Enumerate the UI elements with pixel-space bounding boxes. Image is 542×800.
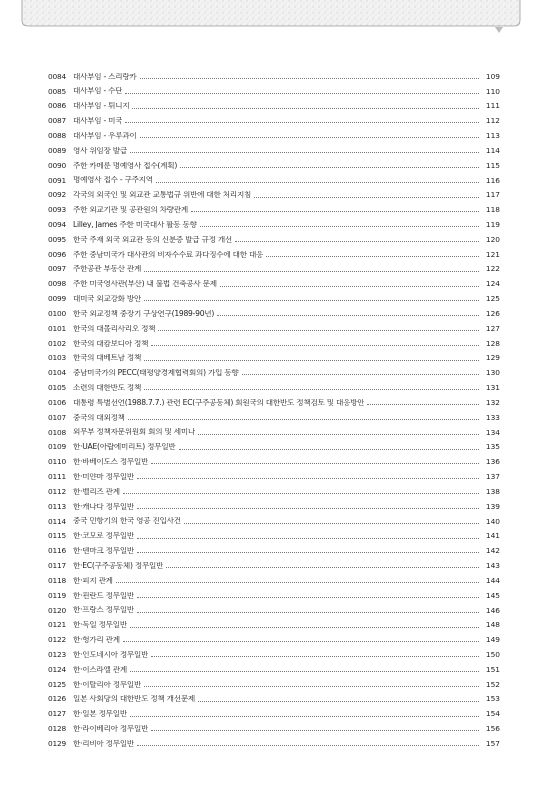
dot-leader: [166, 566, 479, 568]
toc-row: [48, 499, 500, 514]
header-texture-graphic: [0, 0, 542, 40]
toc-item-number: 0089: [48, 145, 67, 155]
toc-row: [48, 677, 500, 692]
dot-leader: [132, 107, 479, 109]
toc-row: [48, 647, 500, 662]
toc-row: [48, 425, 500, 440]
dot-leader: [254, 196, 479, 198]
dot-leader: [235, 240, 479, 242]
toc-item-number: 0097: [48, 264, 67, 274]
toc-item-number: 0108: [48, 427, 67, 437]
toc-row: [48, 336, 500, 351]
toc-row: [48, 321, 500, 336]
toc-page-number: 131: [485, 383, 500, 393]
toc-row: [48, 529, 500, 544]
toc-item-title: 대통령 특별선언(1988.7.7.) 관련 EC(구주공동체) 회원국의 대한반도 정책검토 및 대응방안: [73, 398, 365, 407]
toc-item-number: 0092: [48, 190, 67, 200]
toc-item-title: 대사부임 - 수단: [73, 87, 123, 96]
dot-leader: [156, 181, 479, 183]
toc-row: [48, 84, 500, 99]
toc-item-title: 대미국 외교강화 방안: [73, 295, 142, 303]
toc-item-number: 0098: [48, 279, 67, 289]
toc-row: [48, 692, 500, 707]
dot-leader: [151, 729, 479, 731]
dot-leader: [198, 433, 479, 435]
toc-item-title: 중남미국가의 PECC(태평양경제협력회의) 가입 동향: [73, 369, 239, 377]
toc-page-number: 121: [485, 249, 500, 259]
dot-leader: [200, 225, 479, 227]
toc-item-number: 0103: [48, 353, 67, 363]
toc-item-title: 한·이스라엘 관계: [73, 665, 127, 674]
dot-leader: [191, 210, 479, 212]
dot-leader: [125, 121, 479, 123]
toc-item-title: 한국 외교정책 중장기 구상연구(1989-90년): [73, 309, 215, 318]
toc-item-number: 0115: [48, 531, 67, 541]
toc-item-number: 0120: [48, 605, 67, 615]
toc-page-number: 149: [485, 635, 500, 645]
toc-item-title: 주한공관 부동산 관계: [73, 265, 142, 273]
toc-page-number: 154: [485, 709, 500, 719]
toc-item-number: 0101: [48, 323, 67, 333]
toc-item-title: 중국의 대외정책: [73, 413, 125, 422]
toc-row: [48, 232, 500, 247]
toc-item-number: 0093: [48, 205, 67, 215]
dot-leader: [242, 373, 479, 375]
toc-row: [48, 380, 500, 395]
dot-leader: [123, 640, 479, 642]
toc-item-title: 외무부 정책자문위원회 회의 및 세미나: [73, 428, 196, 437]
toc-item-number: 0123: [48, 650, 67, 659]
toc-row: [48, 128, 500, 143]
dot-leader: [140, 77, 479, 79]
toc-item-title: 한·EC(구주공동체) 정무일반: [73, 561, 164, 570]
toc-page-number: 109: [485, 71, 500, 81]
toc-page-number: 125: [485, 294, 500, 304]
toc-item-title: 한국 주재 외국 외교관 등의 신분증 발급 규정 개선: [73, 235, 233, 244]
toc-item-number: 0090: [48, 160, 67, 170]
dot-leader: [179, 448, 480, 450]
toc-item-title: 주한 미국영사관(부산) 내 불법 건축공사 문제: [73, 280, 217, 288]
toc-item-title: 각국의 외국인 및 외교관 교통법규 위반에 대한 처리지침: [73, 191, 252, 199]
toc-item-number: 0116: [48, 546, 67, 556]
toc-item-title: 한·헝가리 관계: [73, 636, 120, 644]
dot-leader: [130, 715, 479, 717]
dot-leader: [130, 626, 479, 628]
toc-row: [48, 588, 500, 603]
toc-page-number: 120: [485, 234, 500, 244]
toc-page-number: 130: [485, 368, 500, 378]
toc-item-title: 소련의 대한반도 정책: [73, 384, 142, 392]
toc-page-number: 156: [485, 724, 500, 734]
dot-leader: [367, 403, 479, 405]
toc-row: [48, 469, 500, 484]
toc-item-title: 한·덴마크 정무일반: [73, 547, 135, 555]
toc-row: [48, 113, 500, 128]
toc-row: [48, 262, 500, 277]
toc-page-number: 148: [485, 620, 500, 630]
toc-item-title: 한·바베이도스 정무일반: [73, 458, 149, 466]
dot-leader: [144, 685, 479, 687]
dot-leader: [158, 329, 479, 331]
toc-item-title: 한·핀란드 정무일반: [73, 591, 135, 600]
toc-page-number: 143: [485, 561, 500, 571]
dot-leader: [220, 285, 479, 287]
toc-row: [48, 158, 500, 173]
toc-row: [48, 618, 500, 633]
dot-leader: [266, 255, 479, 257]
dot-leader: [144, 270, 479, 272]
toc-page-number: 151: [485, 664, 500, 674]
toc-item-number: 0122: [48, 635, 67, 645]
toc-item-title: 주한 외교기관 및 공관원의 차량관계: [73, 206, 188, 214]
toc-page-number: 114: [485, 145, 500, 155]
dot-leader: [144, 359, 479, 361]
toc-page-number: 110: [485, 86, 500, 96]
toc-item-title: 영사 위임장 발급: [73, 146, 127, 155]
toc-item-title: 대사부임 - 튀니지: [73, 102, 130, 110]
toc-page-number: 135: [485, 442, 500, 452]
toc-page-number: 128: [485, 338, 500, 348]
dot-leader: [140, 136, 479, 138]
toc-page-number: 118: [485, 205, 500, 215]
toc-item-number: 0105: [48, 383, 67, 393]
dot-leader: [137, 507, 479, 509]
dot-leader: [137, 611, 479, 613]
toc-item-title: 한·인도네시아 정무일반: [73, 650, 149, 659]
toc-item-title: 명예영사 접수 - 구주지역: [73, 176, 153, 184]
toc-page-number: 142: [485, 546, 500, 556]
toc-item-title: 한·프랑스 정무일반: [73, 606, 135, 615]
toc-row: [48, 366, 500, 381]
toc-row: [48, 440, 500, 455]
dot-leader: [144, 388, 479, 390]
toc-page-number: 117: [485, 190, 500, 200]
dot-leader: [137, 537, 479, 539]
toc-row: [48, 662, 500, 677]
toc-page-number: 111: [485, 101, 500, 111]
toc-item-title: 대사부임 - 우루과이: [73, 131, 137, 140]
toc-row: [48, 99, 500, 114]
dot-leader: [137, 744, 479, 746]
toc-row: [48, 202, 500, 217]
toc-item-title: 한·캐나다 정무일반: [73, 502, 135, 511]
toc-item-title: 한국의 대베트남 정책: [73, 354, 142, 362]
dot-leader: [116, 581, 479, 583]
toc-page-number: 116: [485, 175, 500, 185]
toc-row: [48, 306, 500, 321]
toc-page-number: 126: [485, 308, 500, 318]
toc-item-title: 한·코모로 정무일반: [73, 532, 135, 540]
toc-item-number: 0087: [48, 116, 67, 126]
toc-page-number: 138: [485, 486, 500, 496]
toc-item-number: 0084: [48, 71, 67, 81]
toc-item-number: 0088: [48, 131, 67, 141]
toc-page-number: 141: [485, 531, 500, 541]
toc-item-number: 0106: [48, 397, 67, 407]
toc-row: [48, 173, 500, 188]
toc-item-number: 0114: [48, 516, 67, 526]
dot-leader: [151, 462, 479, 464]
toc-item-title: Lilley, James 주한 미국대사 활동 동향: [73, 220, 197, 229]
toc-item-title: 한·벨리즈 관계: [73, 487, 120, 496]
dot-leader: [184, 522, 479, 524]
toc-item-number: 0117: [48, 561, 67, 571]
dot-leader: [144, 299, 479, 301]
toc-row: [48, 291, 500, 306]
toc-row: [48, 217, 500, 232]
toc-item-title: 대사부임 - 스리랑카: [73, 72, 137, 81]
toc-item-number: 0119: [48, 590, 67, 600]
toc-row: [48, 247, 500, 262]
toc-item-number: 0086: [48, 101, 67, 111]
toc-page-number: 136: [485, 457, 500, 467]
toc-item-title: 한·일본 정무일반: [73, 710, 127, 718]
toc-row: [48, 484, 500, 499]
toc-item-title: 대사부임 - 미국: [73, 117, 123, 125]
toc-item-number: 0127: [48, 709, 67, 719]
toc-item-title: 중국 민항기의 한국 영공 진입사건: [73, 517, 181, 526]
toc-item-number: 0126: [48, 694, 67, 704]
toc-row: [48, 410, 500, 425]
dot-leader: [151, 655, 479, 657]
toc-page-number: 139: [485, 501, 500, 511]
toc-item-number: 0129: [48, 738, 67, 748]
toc-item-number: 0112: [48, 486, 67, 496]
toc-row: [48, 544, 500, 559]
toc-item-title: 한국의 대캄보디아 정책: [73, 339, 149, 348]
toc-item-title: 한·라이베리아 정무일반: [73, 725, 149, 733]
toc-row: [48, 395, 500, 410]
toc-item-title: 한·독일 정무일반: [73, 621, 127, 629]
toc-page-number: 113: [485, 131, 500, 141]
dot-leader: [125, 92, 479, 94]
toc-item-number: 0099: [48, 294, 67, 304]
toc-item-number: 0095: [48, 234, 67, 244]
toc-page-number: 157: [485, 738, 500, 748]
dot-leader: [217, 314, 479, 316]
toc-row: [48, 558, 500, 573]
toc-page-number: 150: [485, 650, 500, 659]
toc-item-number: 0107: [48, 412, 67, 422]
toc-row: [48, 707, 500, 722]
toc-page-number: 140: [485, 516, 500, 526]
toc-item-number: 0102: [48, 338, 67, 348]
toc-page-number: 153: [485, 694, 500, 704]
header-decoration: [0, 0, 542, 40]
toc-page-number: 129: [485, 353, 500, 363]
dot-leader: [180, 166, 479, 168]
toc-row: [48, 603, 500, 618]
toc-row: [48, 455, 500, 470]
toc-page-number: 124: [485, 279, 500, 289]
dot-leader: [137, 477, 479, 479]
toc-page-number: 146: [485, 605, 500, 615]
toc-page-number: 122: [485, 264, 500, 274]
toc-row: [48, 736, 500, 751]
toc-item-number: 0128: [48, 724, 67, 734]
toc-item-number: 0124: [48, 664, 67, 674]
toc-row: [48, 721, 500, 736]
toc-item-number: 0085: [48, 86, 67, 96]
toc-page-number: 112: [485, 116, 500, 126]
toc-page-number: 144: [485, 575, 500, 585]
dot-leader: [130, 151, 479, 153]
table-of-contents: [48, 69, 500, 751]
toc-item-number: 0125: [48, 679, 67, 689]
dot-leader: [151, 344, 479, 346]
toc-item-title: 한·피지 관계: [73, 576, 113, 585]
toc-row: [48, 69, 500, 84]
toc-row: [48, 188, 500, 203]
dot-leader: [198, 700, 479, 702]
toc-page-number: 132: [485, 397, 500, 407]
toc-page-number: 137: [485, 472, 500, 482]
toc-item-number: 0113: [48, 501, 67, 511]
dot-leader: [137, 596, 479, 598]
toc-item-title: 한국의 대몰리사리오 정책: [73, 324, 156, 333]
toc-page-number: 115: [485, 160, 500, 170]
toc-row: [48, 351, 500, 366]
toc-item-title: 주한 카메룬 명예영사 접수(계획): [73, 161, 178, 170]
toc-item-number: 0111: [48, 472, 67, 482]
toc-row: [48, 632, 500, 647]
toc-page-number: 133: [485, 412, 500, 422]
toc-item-number: 0104: [48, 368, 67, 378]
toc-page-number: 119: [485, 219, 500, 229]
toc-item-number: 0110: [48, 457, 67, 467]
toc-item-title: 한·리비아 정무일반: [73, 739, 135, 748]
toc-row: [48, 573, 500, 588]
toc-page-number: 145: [485, 590, 500, 600]
toc-item-title: 한·미얀마 정무일반: [73, 472, 135, 481]
toc-item-number: 0100: [48, 308, 67, 318]
toc-item-number: 0096: [48, 249, 67, 259]
toc-row: [48, 143, 500, 158]
toc-page-number: 152: [485, 679, 500, 689]
toc-item-title: 주한 중남미국가 대사관의 비자수수료 과다징수에 대한 대응: [73, 250, 264, 259]
toc-row: [48, 514, 500, 529]
toc-page-number: 134: [485, 427, 500, 437]
toc-item-title: 한·UAE(아랍에미리트) 정무일반: [73, 443, 176, 451]
toc-item-title: 한·이탈리아 정무일반: [73, 680, 142, 689]
toc-item-number: 0121: [48, 620, 67, 630]
toc-item-number: 0091: [48, 175, 67, 185]
toc-item-number: 0094: [48, 219, 67, 229]
toc-item-title: 일본 사회당의 대한반도 정책 개선문제: [73, 695, 196, 703]
dot-leader: [123, 492, 479, 494]
toc-item-number: 0109: [48, 442, 67, 452]
toc-page-number: 127: [485, 323, 500, 333]
dot-leader: [128, 418, 479, 420]
dot-leader: [130, 670, 479, 672]
toc-item-number: 0118: [48, 575, 67, 585]
dot-leader: [137, 551, 479, 553]
toc-row: [48, 277, 500, 292]
